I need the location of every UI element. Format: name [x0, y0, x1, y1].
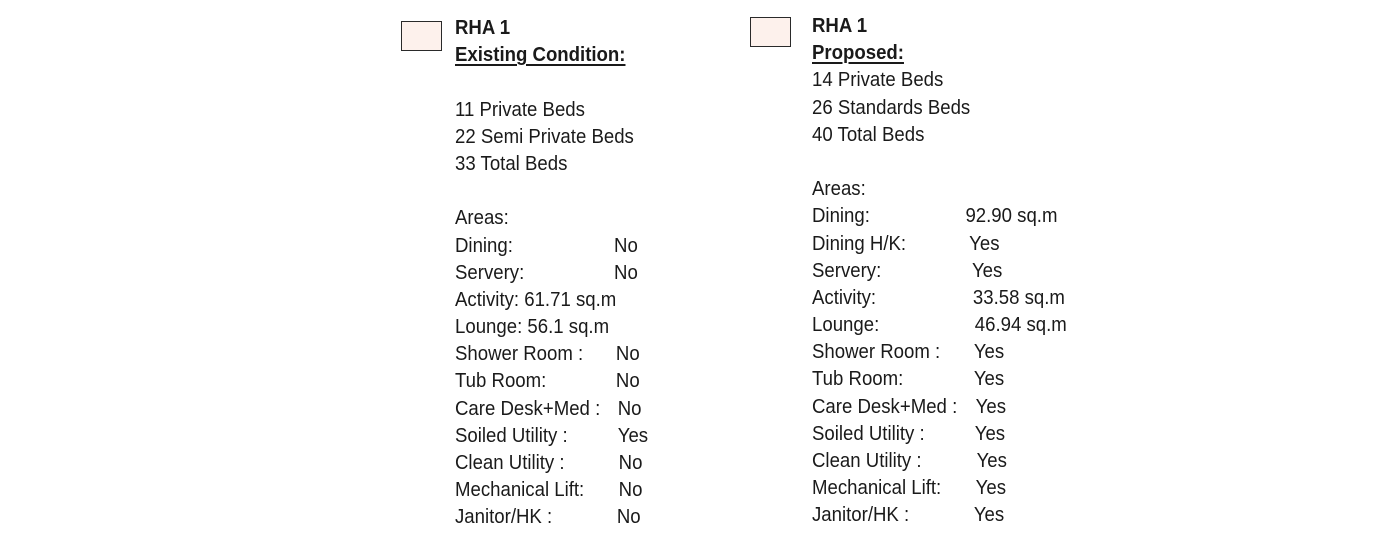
existing-area-value: No [618, 479, 643, 502]
proposed-area-row [812, 285, 1065, 312]
proposed-area-row [812, 339, 1005, 366]
existing-area-label: Care Desk+Med : [455, 397, 601, 420]
existing-area-row [455, 423, 649, 450]
proposed-area-row [812, 475, 1007, 502]
proposed-area-label: Dining H/K: [812, 232, 907, 255]
existing-area-value: No [615, 343, 640, 366]
existing-area-row [455, 450, 643, 477]
existing-area-value: Yes [617, 424, 649, 447]
existing-beds-private: 11 Private Beds [455, 98, 585, 121]
existing-legend-swatch [401, 21, 442, 51]
existing-area-value: No [614, 261, 638, 284]
proposed-area-value: 92.90 sq.m [965, 205, 1058, 228]
proposed-area-label: Dining: [812, 205, 870, 228]
proposed-area-row [812, 312, 1067, 339]
existing-area-label: Soiled Utility : [455, 424, 568, 447]
proposed-legend-swatch [750, 17, 791, 47]
proposed-area-label: Servery: [812, 259, 882, 282]
proposed-area-value: 46.94 sq.m [974, 314, 1067, 337]
proposed-area-label: Activity: [812, 286, 877, 309]
existing-area-row [455, 477, 643, 504]
proposed-areas-label: Areas: [812, 178, 866, 201]
existing-area-value: No [616, 506, 641, 529]
proposed-area-label: Soiled Utility : [812, 422, 925, 445]
proposed-beds-standard: 26 Standards Beds [812, 96, 971, 119]
existing-area-row [455, 314, 634, 341]
existing-area-row [455, 287, 634, 314]
proposed-area-value: Yes [975, 477, 1007, 500]
existing-subtitle: Existing Condition: [455, 44, 626, 67]
proposed-area-label: Lounge: [812, 314, 880, 337]
proposed-beds-total: 40 Total Beds [812, 123, 925, 146]
proposed-area-row [812, 231, 1000, 258]
proposed-area-value: Yes [969, 232, 1000, 255]
existing-area-value: No [615, 370, 640, 393]
existing-area-value: No [618, 452, 643, 475]
proposed-area-label: Mechanical Lift: [812, 477, 942, 500]
existing-beds-total: 33 Total Beds [455, 152, 568, 175]
proposed-subtitle: Proposed: [812, 42, 904, 65]
existing-area-label: Activity: 61.71 sq.m [455, 288, 617, 311]
proposed-area-label: Janitor/HK : [812, 504, 910, 527]
existing-area-row [455, 368, 640, 395]
existing-areas-label: Areas: [455, 207, 509, 230]
proposed-area-row [812, 203, 1058, 230]
existing-area-label: Tub Room: [455, 370, 547, 393]
proposed-area-row [812, 394, 1007, 421]
proposed-area-row [812, 421, 1006, 448]
proposed-area-value: Yes [974, 422, 1006, 445]
proposed-area-value: 33.58 sq.m [972, 286, 1065, 309]
proposed-area-row [812, 366, 1005, 393]
proposed-area-label: Clean Utility : [812, 450, 922, 473]
proposed-area-value: Yes [973, 341, 1005, 364]
proposed-title: RHA 1 [812, 15, 868, 37]
existing-area-label: Janitor/HK : [455, 506, 553, 529]
proposed-area-row [812, 502, 1005, 529]
existing-condition-panel [455, 15, 649, 532]
proposed-area-row [812, 448, 1007, 475]
proposed-area-row [812, 258, 1003, 285]
existing-area-value: No [614, 234, 638, 257]
existing-area-label: Servery: [455, 261, 525, 284]
proposed-area-label: Tub Room: [812, 368, 904, 391]
proposed-panel [812, 13, 1067, 530]
existing-area-label: Clean Utility : [455, 452, 565, 475]
proposed-area-label: Care Desk+Med : [812, 395, 958, 418]
proposed-area-value: Yes [973, 504, 1005, 527]
existing-area-label: Lounge: 56.1 sq.m [455, 316, 610, 339]
proposed-area-value: Yes [971, 259, 1003, 282]
existing-area-value: No [617, 397, 642, 420]
existing-beds-semi-private: 22 Semi Private Beds [455, 125, 634, 148]
existing-area-row [455, 396, 642, 423]
existing-area-label: Dining: [455, 234, 513, 257]
proposed-area-value: Yes [976, 450, 1007, 473]
existing-area-row [455, 260, 638, 287]
existing-area-row [455, 233, 638, 260]
existing-title: RHA 1 [455, 17, 511, 39]
proposed-area-value: Yes [973, 368, 1005, 391]
existing-area-row [455, 341, 640, 368]
proposed-area-label: Shower Room : [812, 341, 941, 364]
proposed-beds-private: 14 Private Beds [812, 69, 944, 92]
existing-area-row [455, 504, 641, 531]
existing-area-label: Shower Room : [455, 343, 584, 366]
existing-area-label: Mechanical Lift: [455, 479, 585, 502]
proposed-area-value: Yes [975, 395, 1007, 418]
